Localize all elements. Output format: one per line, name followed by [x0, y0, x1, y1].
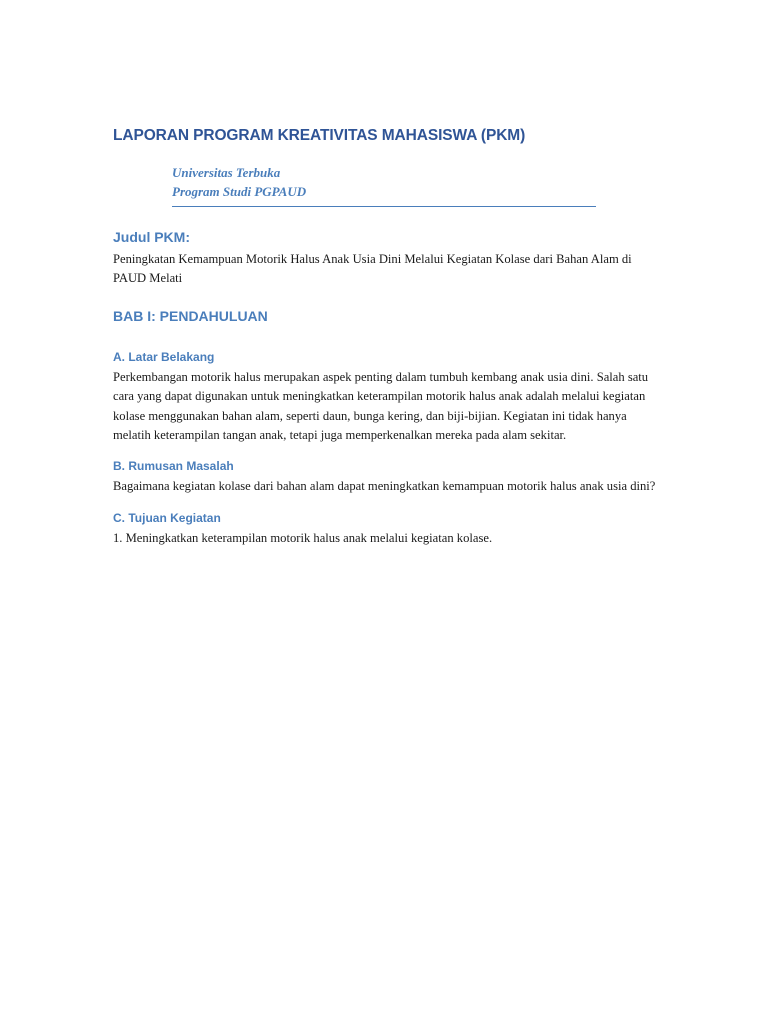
section-heading-tujuan-kegiatan: C. Tujuan Kegiatan — [113, 510, 221, 525]
judul-text: Peningkatan Kemampuan Motorik Halus Anak Usia Dini Melalui Kegiatan Kolase dari Bahan Alam di PAUD Melati — [113, 252, 632, 286]
study-program: Program Studi PGPAUD — [172, 184, 307, 199]
document-content — [113, 126, 663, 548]
section-text-latar-belakang: Perkembangan motorik halus merupakan aspek penting dalam tumbuh kembang anak usia dini. Salah satu cara yang dapat digunakan untuk meningkatkan keterampilan motorik halus anak adalah melalui kegiatan kolase menggunakan bahan alam, seperti daun, bunga kering, dan biji-bijian. Kegiatan ini tidak hanya melatih keterampilan tangan anak, tetapi juga memperkenalkan mereka pada alam sekitar. — [113, 369, 649, 443]
subtitle-block — [172, 163, 596, 207]
document-title: LAPORAN PROGRAM KREATIVITAS MAHASISWA (PKM) — [113, 127, 526, 144]
section-text-rumusan-masalah: Bagaimana kegiatan kolase dari bahan alam dapat meningkatkan kemampuan motorik halus anak usia dini? — [113, 479, 656, 494]
institution-name: Universitas Terbuka — [172, 165, 281, 180]
bab1-heading: BAB I: PENDAHULUAN — [113, 307, 268, 324]
section-heading-latar-belakang: A. Latar Belakang — [113, 349, 215, 364]
section-text-tujuan-kegiatan: 1. Meningkatkan keterampilan motorik halus anak melalui kegiatan kolase. — [113, 530, 493, 545]
section-heading-rumusan-masalah: B. Rumusan Masalah — [113, 459, 234, 474]
judul-heading: Judul PKM: — [113, 229, 190, 245]
